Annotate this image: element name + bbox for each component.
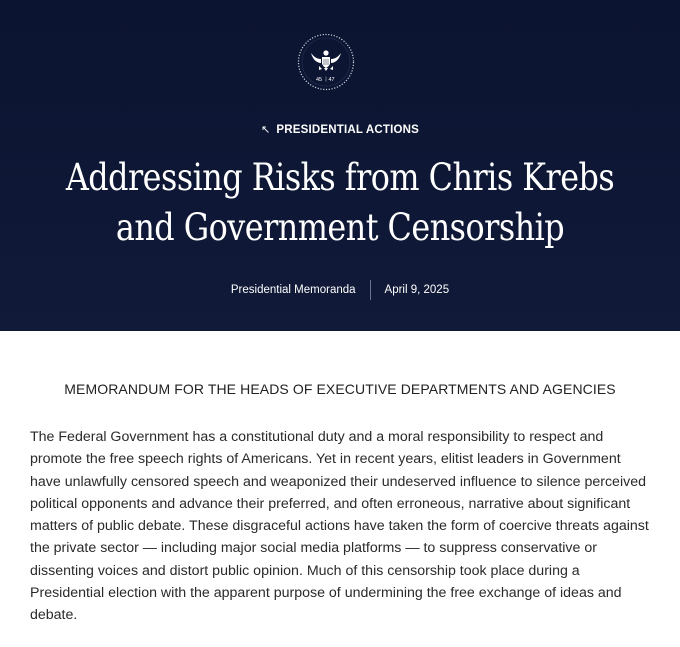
meta-divider <box>370 280 371 300</box>
presidential-seal[interactable] <box>297 33 355 91</box>
post-date: April 9, 2025 <box>384 284 450 296</box>
category-link[interactable] <box>0 124 680 136</box>
post-type-link[interactable]: Presidential Memoranda <box>230 284 356 296</box>
page-title <box>65 153 615 253</box>
svg-text:47: 47 <box>328 77 335 83</box>
title-line-1: Addressing Risks from Chris Krebs <box>65 156 615 199</box>
post-meta <box>0 280 680 300</box>
memo-heading: MEMORANDUM FOR THE HEADS OF EXECUTIVE DEPARTMENTS AND AGENCIES <box>64 381 616 397</box>
svg-text:45: 45 <box>316 77 323 83</box>
title-line-2: and Government Censorship <box>115 206 565 249</box>
body-paragraph: The Federal Government has a constitutional duty and a moral responsibility to respect and promote the free speech rights of Americans. Yet in recent years, elitist leaders in Government have unlawfully censored speech and weaponized their undeserved influence to silence perceived political opponents and advance their preferred, and often erroneous, narrative about significant matters of public debate. These disgraceful actions have taken the form of coercive threats against the private sector — including major social media platforms — to suppress conservative or dissenting voices and distort public opinion. Much of this censorship took place during a Presidential election with the apparent purpose of undermining the free exchange of ideas and debate. <box>30 429 649 624</box>
category-label: PRESIDENTIAL ACTIONS <box>276 124 420 136</box>
presidential-seal-icon <box>297 33 355 91</box>
arrow-up-left-icon: ↖ <box>260 123 271 136</box>
